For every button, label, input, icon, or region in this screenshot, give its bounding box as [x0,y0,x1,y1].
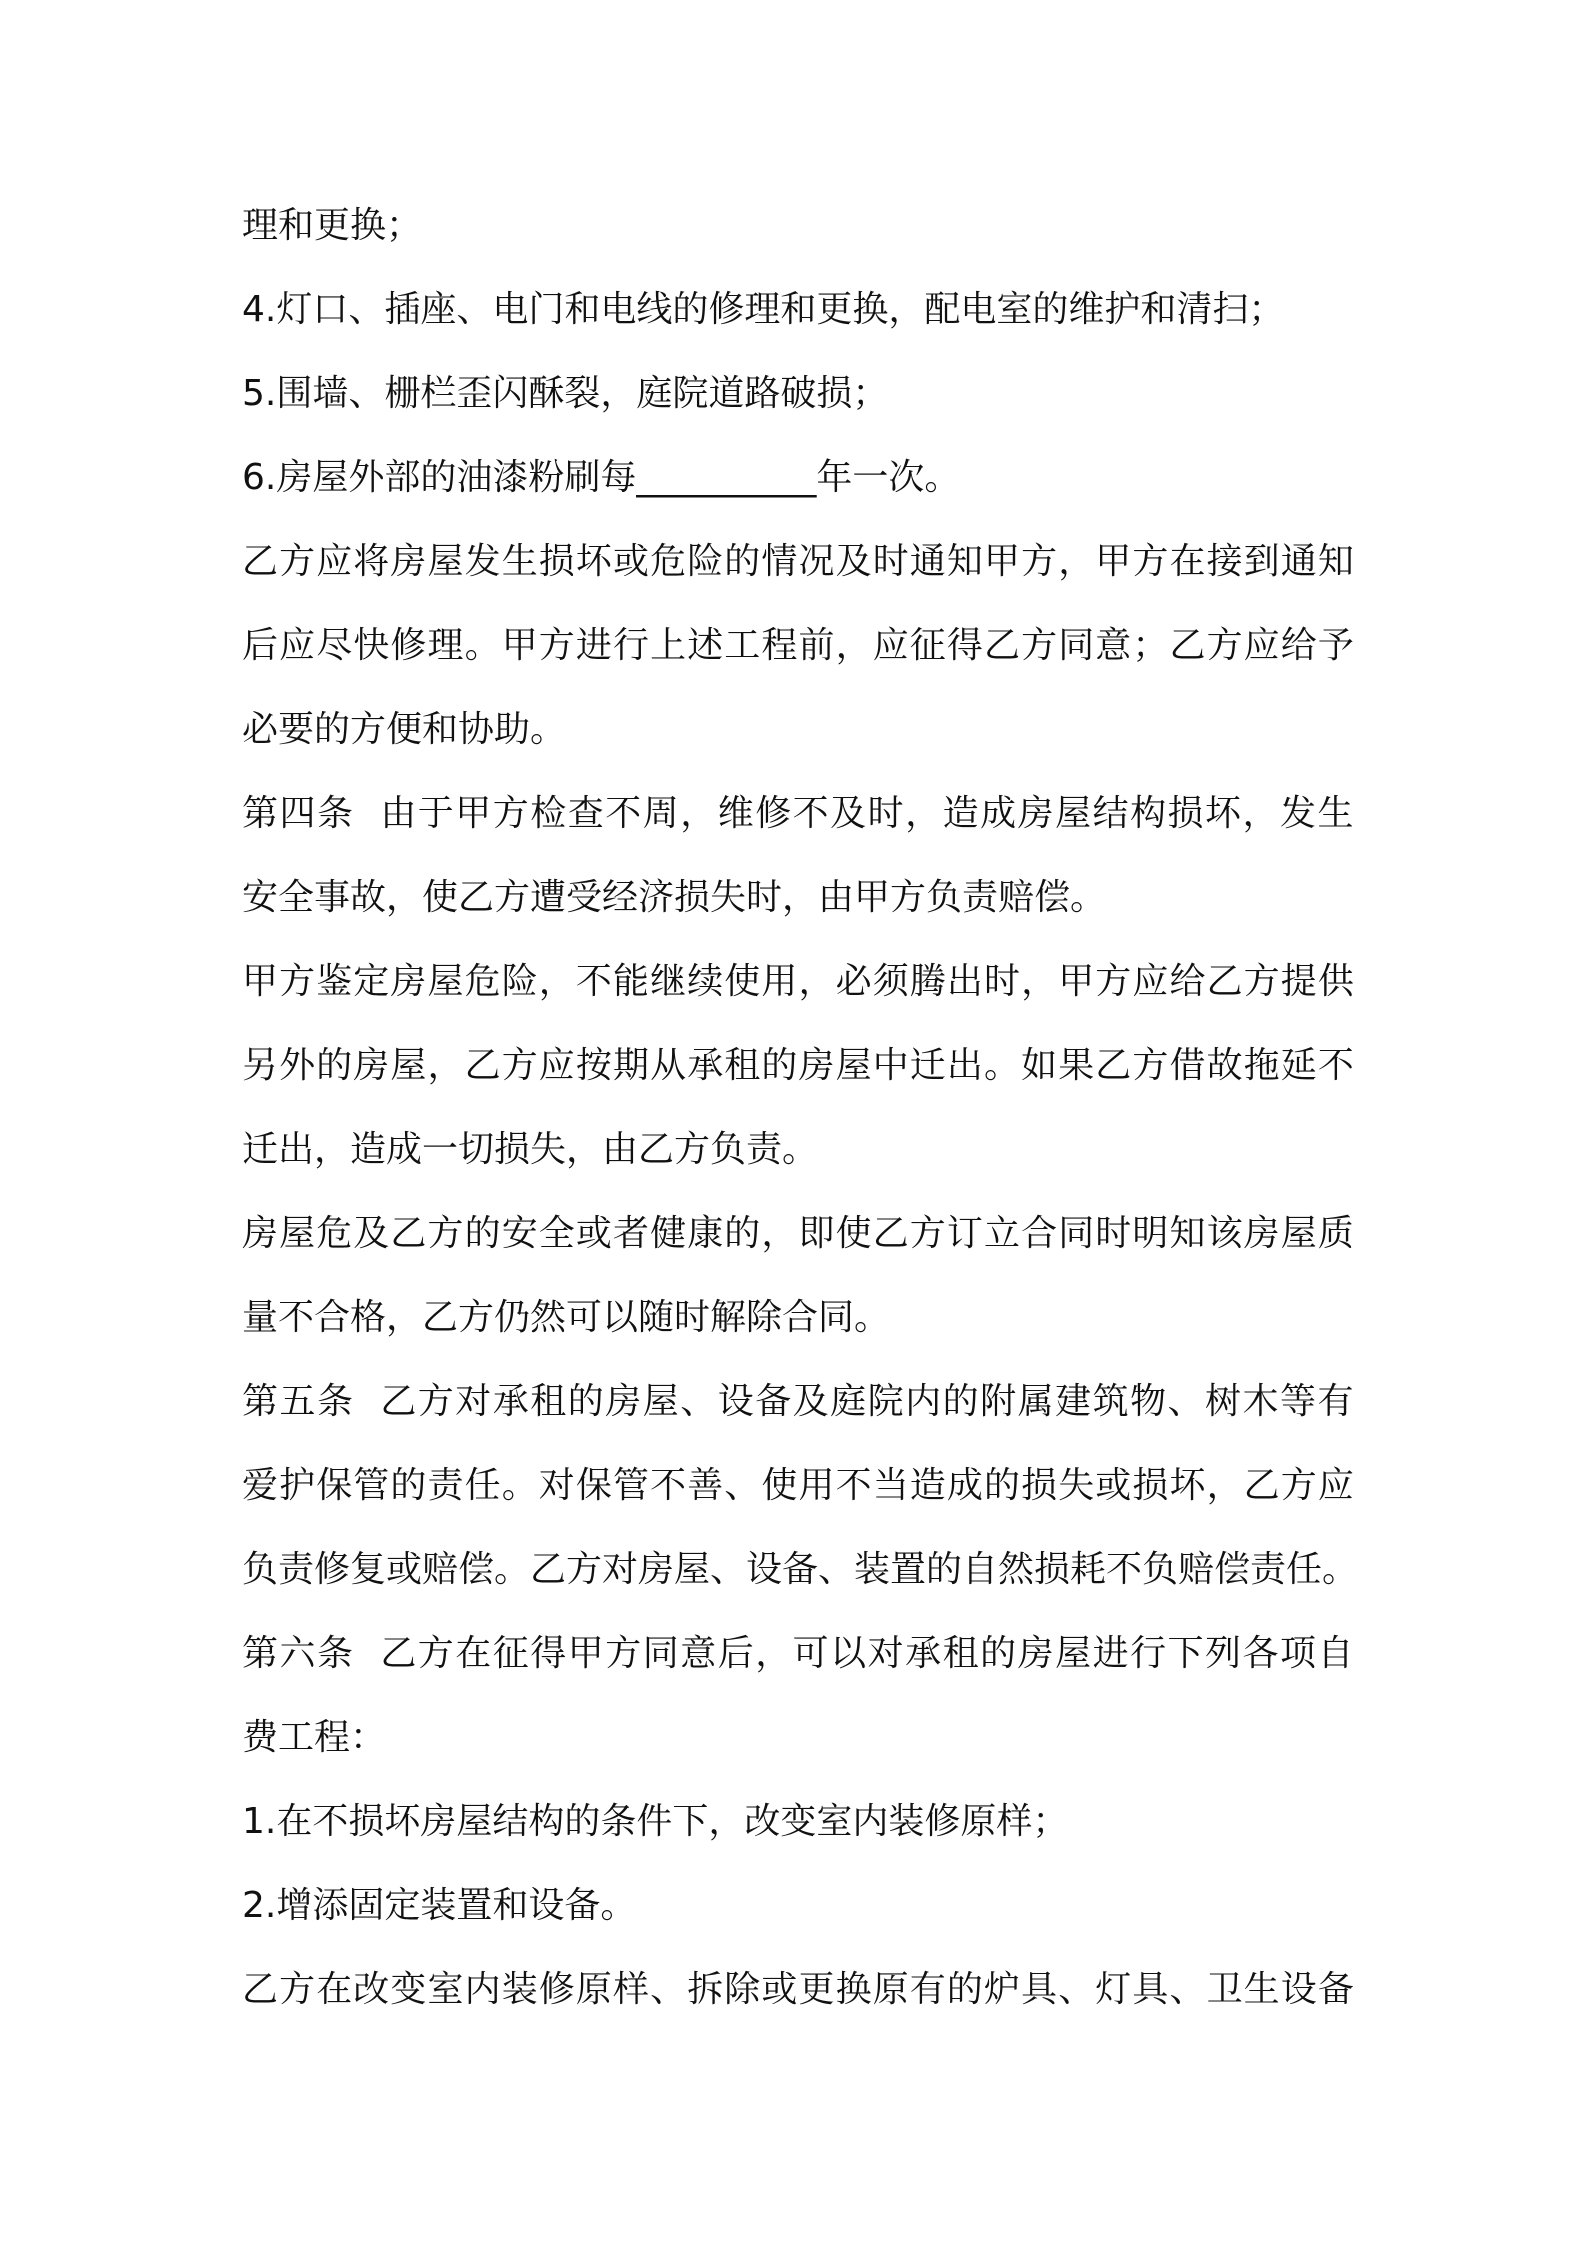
text-line: 4.灯口、插座、电门和电线的修理和更换，配电室的维护和清扫； [242,289,1285,330]
text-line: 费工程： [242,1717,387,1758]
text-line: 理和更换； [242,205,423,246]
text-line: 5.围墙、栅栏歪闪酥裂，庭院道路破损； [242,373,889,414]
text-line: 爱护保管的责任。对保管不善、使用不当造成的损失或损坏，乙方应 [242,1465,1355,1506]
text-line: 安全事故，使乙方遭受经济损失时，由甲方负责赔偿。 [242,877,1107,918]
text-line: 1.在不损坏房屋结构的条件下，改变室内装修原样； [242,1801,1069,1842]
text-line: 甲方鉴定房屋危险，不能继续使用，必须腾出时，甲方应给乙方提供 [242,961,1355,1002]
text-line: 必要的方便和协助。 [242,709,567,750]
text-line: 第五条 乙方对承租的房屋、设备及庭院内的附属建筑物、树木等有 [242,1381,1355,1422]
text-line: 2.增添固定装置和设备。 [242,1885,637,1926]
document-body [242,184,1359,2032]
text-line: 另外的房屋，乙方应按期从承租的房屋中迁出。如果乙方借故拖延不 [242,1045,1355,1086]
text-line: 第六条 乙方在征得甲方同意后，可以对承租的房屋进行下列各项自 [242,1633,1355,1674]
text-line: 6.房屋外部的油漆粉刷每__________年一次。 [242,457,961,498]
text-line: 后应尽快修理。甲方进行上述工程前，应征得乙方同意；乙方应给予 [242,625,1355,666]
text-line: 第四条 由于甲方检查不周，维修不及时，造成房屋结构损坏，发生 [242,793,1355,834]
text-line: 负责修复或赔偿。乙方对房屋、设备、装置的自然损耗不负赔偿责任。 [242,1549,1359,1590]
text-line: 迁出，造成一切损失，由乙方负责。 [242,1129,819,1170]
text-line: 乙方在改变室内装修原样、拆除或更换原有的炉具、灯具、卫生设备 [242,1969,1355,2010]
text-line: 房屋危及乙方的安全或者健康的，即使乙方订立合同时明知该房屋质 [242,1213,1355,1254]
text-line: 乙方应将房屋发生损坏或危险的情况及时通知甲方，甲方在接到通知 [242,541,1355,582]
text-line: 量不合格，乙方仍然可以随时解除合同。 [242,1297,891,1338]
